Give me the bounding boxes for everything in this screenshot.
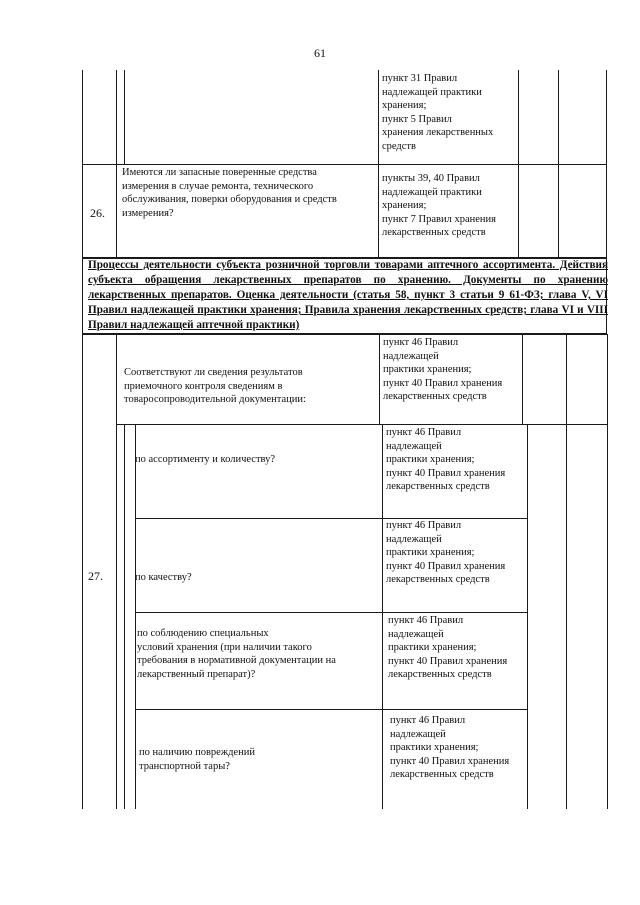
- subitem-question: по качеству?: [135, 572, 192, 583]
- subitem-reference: пункт 46 Правил надлежащей практики хранения; пункт 40 Правил хранения лекарственных средств: [386, 427, 506, 492]
- page-number: 61: [314, 46, 326, 60]
- row-27-reference: пункт 46 Правил надлежащей практики хранения; пункт 40 Правил хранения лекарственных средств: [383, 337, 503, 402]
- subitem-question: по ассортименту и количеству?: [135, 454, 276, 465]
- row-26-number: 26.: [90, 206, 105, 220]
- continuation-reference: пункт 31 Правил надлежащей практики хранения; пункт 5 Правил хранения лекарственных средств: [382, 73, 494, 152]
- row-27-question: Соответствуют ли сведения результатов приемочного контроля сведениям в товаросопроводительной документации:: [124, 367, 306, 405]
- subitem-reference: пункт 46 Правил надлежащей практики хранения; пункт 40 Правил хранения лекарственных средств: [390, 715, 510, 780]
- subitem-reference: пункт 46 Правил надлежащей практики хранения; пункт 40 Правил хранения лекарственных средств: [388, 615, 508, 680]
- subitem-question: по наличию повреждений транспортной тары?: [139, 747, 255, 772]
- row-26-question: Имеются ли запасные поверенные средства измерения в случае ремонта, технического обслуживания, поверки оборудования и средств измерения?: [122, 167, 337, 219]
- row-26-reference: пункты 39, 40 Правил надлежащей практики хранения; пункт 7 Правил хранения лекарственных средств: [382, 173, 496, 238]
- section-header: Процессы деятельности субъекта розничной торговли товарами аптечного ассортимента. Действия субъекта обращения лекарственных препаратов по хранению. Документы по хранению лекарственных препаратов. Оценка деятельности (статья 58, пункт 3 статьи 9 61-ФЗ; глава V, VI Правил надлежащей практики хранения; Правила хранения лекарственных средств; глава VI и VIII Правил надлежащей аптечной практики): [88, 259, 608, 331]
- row-27-number: 27.: [88, 569, 103, 583]
- subitem-reference: пункт 46 Правил надлежащей практики хранения; пункт 40 Правил хранения лекарственных средств: [386, 520, 506, 585]
- subitem-question: по соблюдению специальных условий хранения (при наличии такого требования в нормативной документации на лекарственный препарат)?: [137, 628, 336, 680]
